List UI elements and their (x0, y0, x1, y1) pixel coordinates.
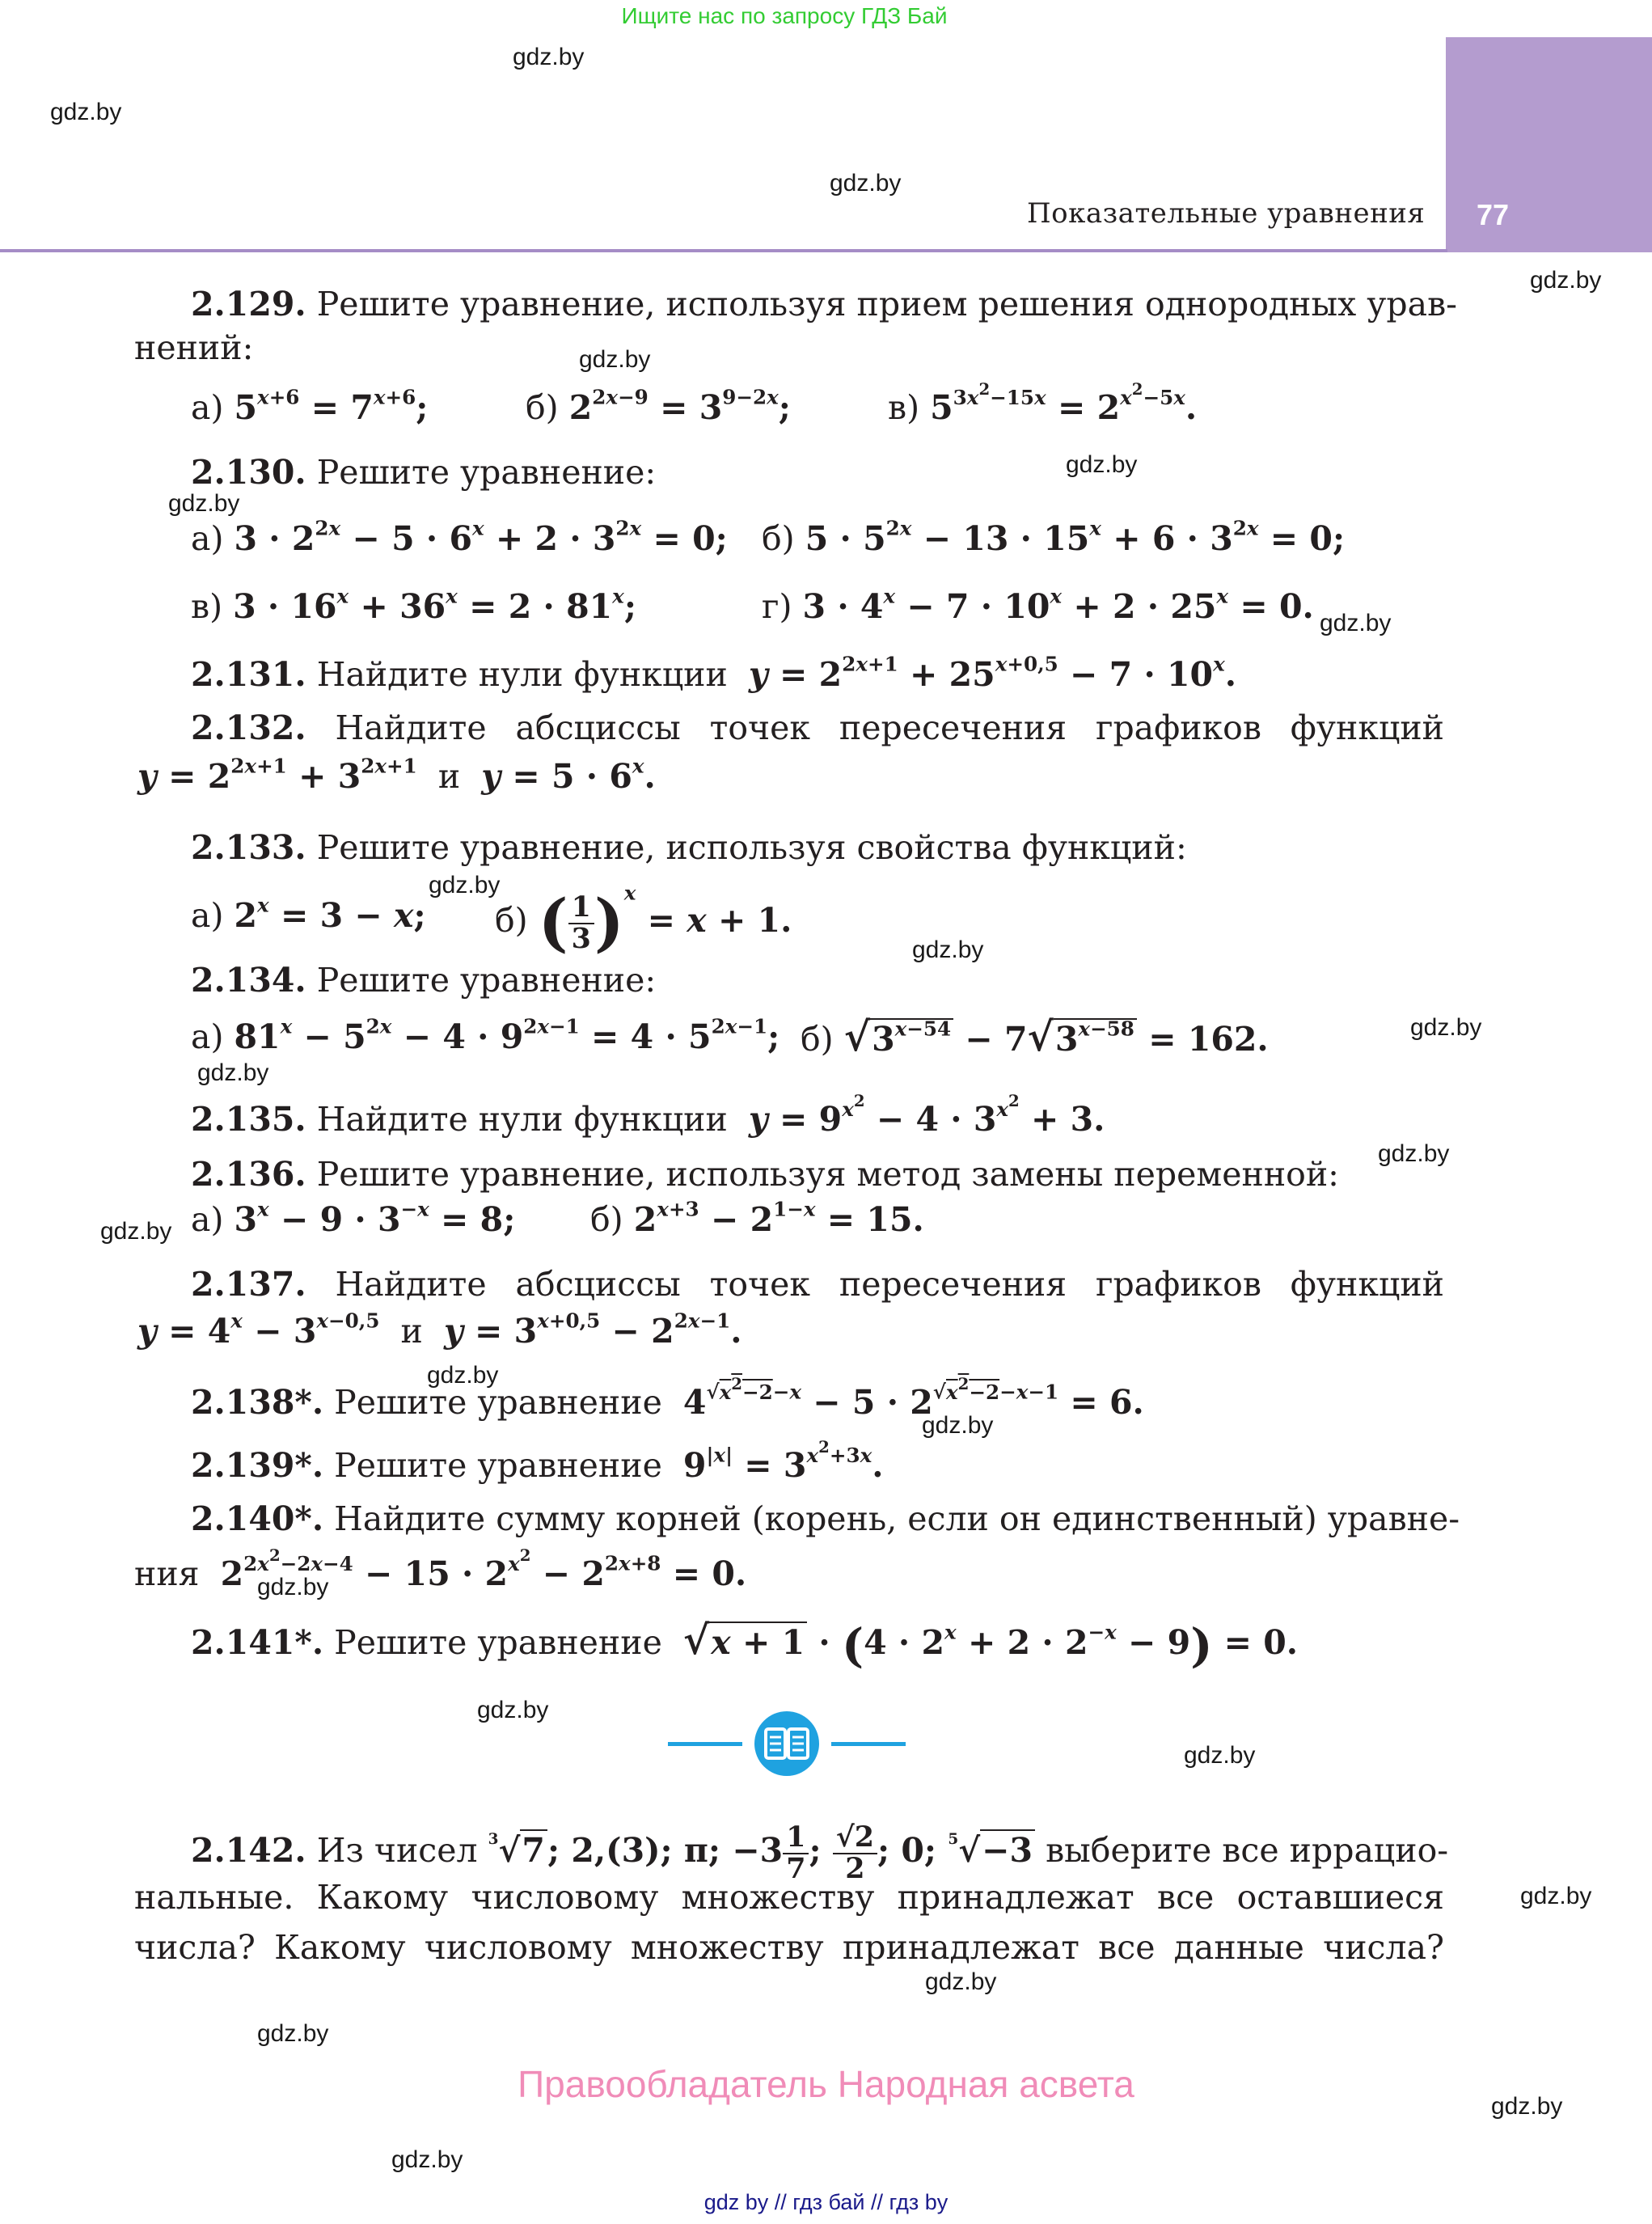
problem-text: Решите уравнение (334, 1623, 662, 1662)
watermark: gdz.by (1320, 610, 1392, 636)
problem-number: 2.142 (191, 1831, 295, 1871)
item-label: в) (888, 388, 920, 427)
problem-text: выберите все иррацио- (1046, 1831, 1449, 1871)
problem-text: Решите уравнение, используя прием решения однородных урав- (316, 285, 1458, 323)
problem-text: Решите уравнение: (316, 453, 657, 492)
equation-2-136-b: б) $2^{x+3} - 2^{1-x} = 15$. (590, 1197, 924, 1239)
item-label: а) (191, 519, 224, 558)
problem-text: числа? Какому числовому множеству принадлежат все данные числа? (134, 1928, 1444, 1967)
problem-2-135: 2.135. Найдите нули функции $y = 9^{x^2} - 4 \cdot 3^{x^2} + 3$. (191, 1091, 1105, 1139)
equation-2-130-b: б) $5 \cdot 5^{2x} - 13 \cdot 15^x + 6 \cdot 3^{2x} = 0$; (762, 516, 1346, 558)
problem-2-142: 2.142. Из чисел $^3$√7; 2,(3); π; −3 $\frac{1}{7}$ ; $\frac{√2}{2}$ ; 0; $^5$√−3 выберите все иррацио- (191, 1820, 1449, 1885)
problem-text: Найдите абсциссы точек пересечения графиков функций (335, 708, 1444, 747)
item-label: а) (191, 1017, 224, 1056)
problem-2-138: 2.138*. Решите уравнение $4^{√x^2-2-x} - 5 \cdot 2^{√x^2-2-x-1} = 6$. (191, 1374, 1144, 1422)
equation-2-130-a: а) $3 \cdot 2^{2x} - 5 \cdot 6^x + 2 \cdot 3^{2x} = 0$; (191, 516, 728, 558)
conjunction: и (437, 757, 461, 796)
problem-2-137: 2.137. Найдите абсциссы точек пересечения графиков функций (191, 1265, 1444, 1304)
problem-number: 2.140* (191, 1499, 312, 1538)
problem-number: 2.141* (191, 1623, 312, 1662)
watermark: gdz.by (925, 1968, 997, 1995)
watermark: gdz.by (257, 2020, 329, 2047)
problem-text: Найдите абсциссы точек пересечения графиков функций (335, 1265, 1444, 1304)
problem-number: 2.136 (191, 1155, 295, 1194)
problem-2-131: 2.131. Найдите нули функции $y = 2^{2x+1} + 25^{x+0,5} - 7 \cdot 10^x$. (191, 652, 1237, 694)
problem-2-139: 2.139*. Решите уравнение $9^{|x|} = 3^{x^2+3x}$. (191, 1437, 884, 1485)
top-note: Ищите нас по запросу ГДЗ Бай (621, 3, 948, 28)
problem-2-132-functions: $y = 2^{2x+1} + 3^{2x+1}$ и $y = 5 \cdot 6^x$. (137, 754, 656, 796)
separator-line-right (831, 1742, 906, 1746)
equation-2-133-b: б) ( $\frac{1}{3}$ )$^x$ = x + 1. (495, 881, 792, 960)
watermark: gdz.by (830, 170, 902, 197)
problem-text: Найдите нули функции (316, 655, 728, 694)
book-icon (754, 1711, 819, 1776)
watermark: gdz.by (257, 1574, 329, 1600)
problem-number: 2.133 (191, 828, 295, 867)
watermark: gdz.by (579, 346, 651, 373)
problem-2-130: 2.130. Решите уравнение: (191, 453, 657, 492)
item-label: б) (801, 1020, 834, 1059)
problem-number: 2.139* (191, 1446, 312, 1485)
problem-number: 2.137 (191, 1265, 295, 1304)
item-label: г) (762, 587, 792, 626)
footer-links: gdz by // гдз бай // гдз by (703, 2190, 949, 2214)
watermark: gdz.by (427, 1362, 499, 1389)
equation-2-129-b: б) $2^{2x-9} = 3^{9-2x}$; (526, 385, 791, 427)
watermark: gdz.by (477, 1697, 549, 1723)
equation-2-130-g: г) $3 \cdot 4^x - 7 \cdot 10^x + 2 \cdot 25^x = 0$. (762, 584, 1314, 626)
conjunction: и (400, 1312, 423, 1351)
problem-text: Из чисел (316, 1831, 478, 1871)
equation-2-134-a: а) $81^x - 5^{2x} - 4 \cdot 9^{2x-1} = 4 \cdot 5^{2x-1}$; (191, 1014, 780, 1056)
problem-text: Найдите сумму корней (корень, если он единственный) уравне- (334, 1499, 1460, 1538)
rights-holder: Правообладатель Народная асвета (518, 2063, 1134, 2105)
watermark: gdz.by (1410, 1014, 1482, 1041)
item-label: а) (191, 896, 224, 935)
problem-2-137-functions: $y = 4^x - 3^{x-0,5}$ и $y = 3^{x+0,5} - 2^{2x-1}$. (137, 1309, 742, 1351)
problem-text: Решите уравнение: (316, 961, 657, 1000)
problem-2-132: 2.132. Найдите абсциссы точек пересечения графиков функций (191, 708, 1444, 747)
watermark: gdz.by (1066, 451, 1138, 478)
item-label: в) (191, 587, 223, 626)
problem-2-140-equation: ния $2^{2x^2-2x-4} - 15 \cdot 2^{x^2} - 2^{2x+8} = 0$. (134, 1545, 747, 1593)
item-label: б) (762, 519, 795, 558)
problem-text: ния (134, 1554, 200, 1593)
watermark: gdz.by (1491, 2093, 1563, 2120)
watermark: gdz.by (513, 44, 585, 70)
problem-2-136: 2.136. Решите уравнение, используя метод замены переменной: (191, 1155, 1339, 1194)
watermark: gdz.by (168, 490, 240, 517)
problem-number: 2.132 (191, 708, 295, 747)
watermark: gdz.by (1530, 267, 1602, 294)
problem-2-129: 2.129. Решите уравнение, используя прием решения однородных урав- (191, 285, 1458, 323)
equation-2-136-a: а) $3^x - 9 \cdot 3^{-x} = 8$; (191, 1197, 516, 1239)
equation-2-129-a: а) $5^{x+6} = 7^{x+6}$; (191, 385, 429, 427)
problem-text: Решите уравнение (334, 1383, 662, 1422)
problem-text: нальные. Какому числовому множеству принадлежат все оставшиеся (134, 1878, 1444, 1917)
watermark: gdz.by (1184, 1742, 1256, 1769)
watermark: gdz.by (1378, 1140, 1450, 1167)
item-label: б) (526, 388, 559, 427)
chapter-title: Показательные уравнения (1027, 197, 1426, 230)
header-rule (0, 249, 1447, 252)
problem-number: 2.131 (191, 655, 295, 694)
problem-2-140: 2.140*. Найдите сумму корней (корень, если он единственный) уравне- (191, 1499, 1460, 1538)
watermark: gdz.by (429, 872, 501, 898)
item-label: а) (191, 388, 224, 427)
watermark: gdz.by (391, 2146, 463, 2173)
problem-text: Решите уравнение, используя свойства функций: (316, 828, 1187, 867)
equation-2-129-v: в) $5^{3x^2-15x} = 2^{x^2-5x}$. (888, 379, 1198, 427)
watermark: gdz.by (197, 1059, 269, 1086)
problem-2-134: 2.134. Решите уравнение: (191, 961, 657, 1000)
problem-number: 2.129 (191, 285, 295, 323)
problem-text: Решите уравнение (334, 1446, 662, 1485)
item-label: а) (191, 1200, 224, 1239)
problem-2-141: 2.141*. Решите уравнение $√x + 1 \cdot (4 \cdot 2^x + 2 \cdot 2^{-x} - 9) = 0$. (191, 1617, 1299, 1673)
problem-number: 2.130 (191, 453, 295, 492)
equation-2-134-b: б) $√3^{x-54} - 7√3^{x-58} = 162$. (801, 1013, 1269, 1060)
equation-2-133-a: а) $2^x = 3 - x$; (191, 893, 426, 935)
watermark: gdz.by (922, 1412, 994, 1439)
item-label: б) (590, 1200, 623, 1239)
page-number: 77 (1477, 198, 1510, 231)
problem-2-133: 2.133. Решите уравнение, используя свойства функций: (191, 828, 1187, 867)
watermark: gdz.by (50, 99, 122, 125)
watermark: gdz.by (912, 937, 984, 963)
problem-text: Решите уравнение, используя метод замены переменной: (316, 1155, 1339, 1194)
watermark: gdz.by (1520, 1883, 1592, 1909)
separator-line-left (668, 1742, 742, 1746)
problem-text: нений: (134, 328, 254, 367)
problem-text: Найдите нули функции (316, 1100, 728, 1139)
equation-2-130-v: в) $3 \cdot 16^x + 36^x = 2 \cdot 81^x$; (191, 584, 636, 626)
problem-number: 2.135 (191, 1100, 295, 1139)
watermark: gdz.by (100, 1218, 172, 1245)
item-label: б) (495, 901, 528, 941)
problem-number: 2.134 (191, 961, 295, 1000)
problem-number: 2.138* (191, 1383, 312, 1422)
